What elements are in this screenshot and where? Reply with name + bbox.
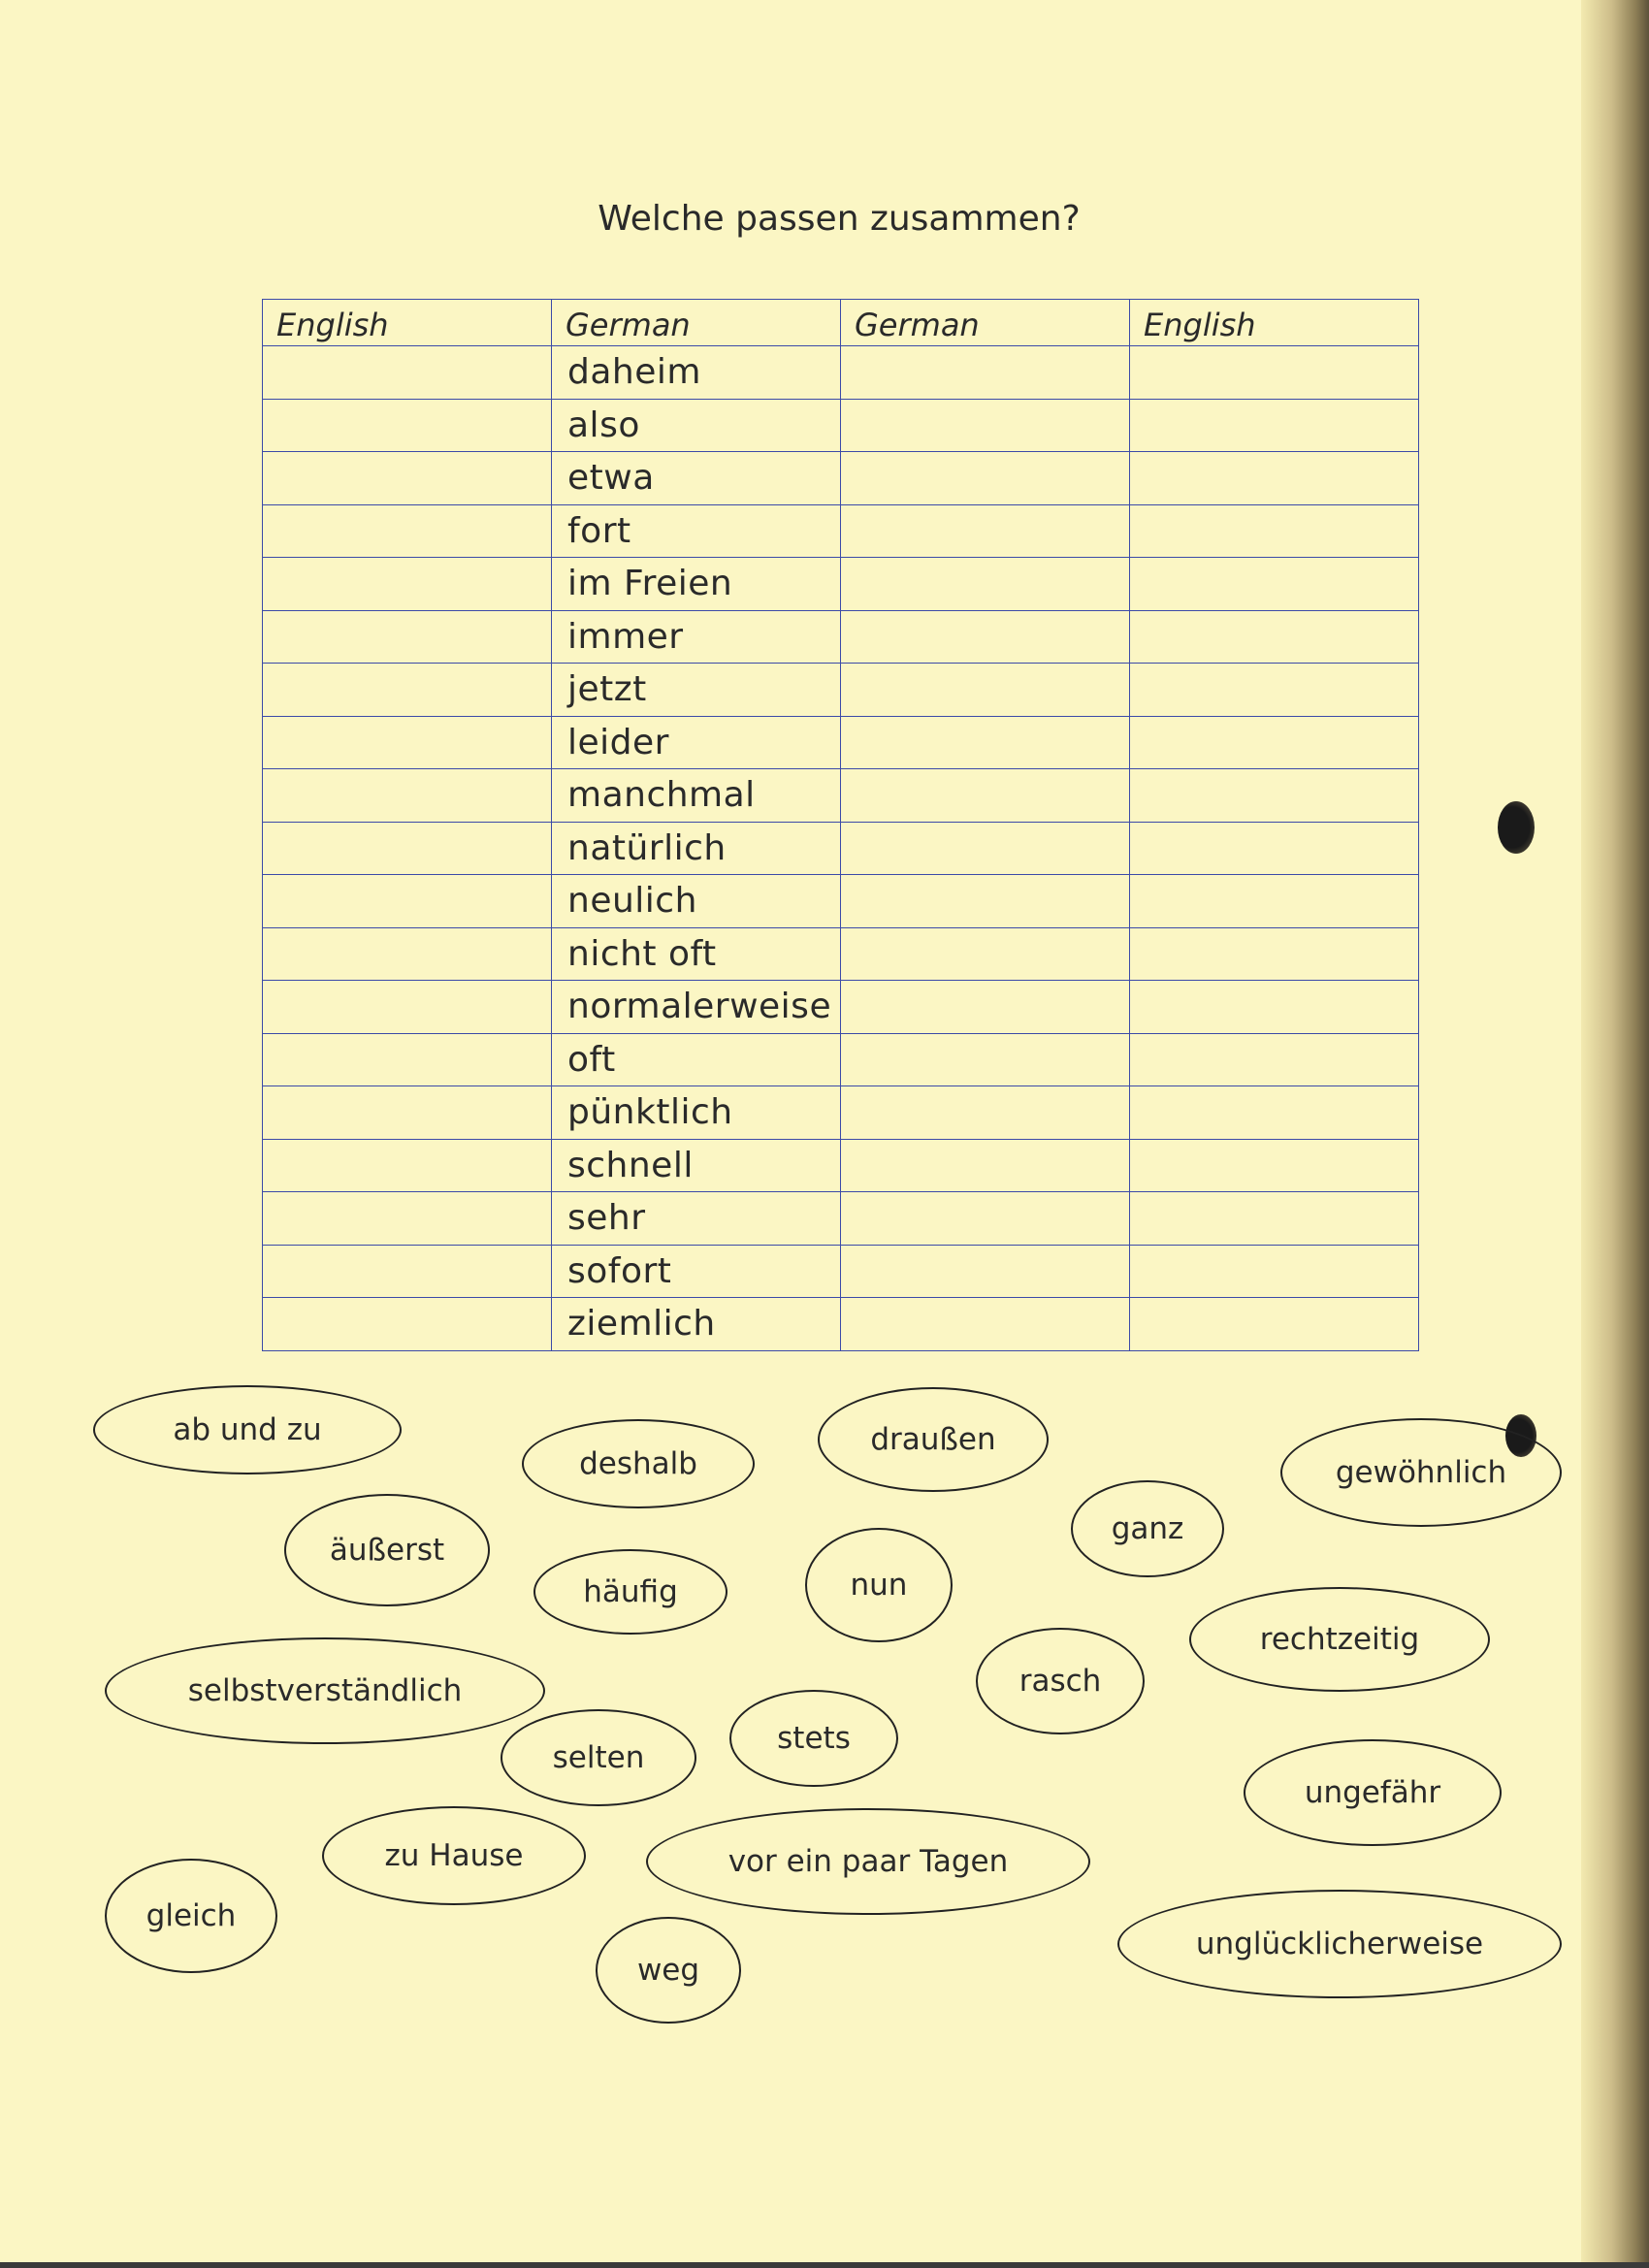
word-bubble[interactable]: häufig — [534, 1549, 728, 1635]
english-answer-cell[interactable] — [1130, 610, 1419, 664]
german-answer-cell[interactable] — [841, 1086, 1130, 1140]
worksheet-title: Welche passen zusammen? — [598, 199, 1081, 239]
german-word-cell: jetzt — [552, 664, 841, 717]
german-answer-cell[interactable] — [841, 716, 1130, 769]
table-row — [263, 610, 1419, 664]
table-row — [263, 927, 1419, 981]
german-word-cell: ziemlich — [552, 1298, 841, 1351]
german-word-cell: immer — [552, 610, 841, 664]
german-answer-cell[interactable] — [841, 1192, 1130, 1246]
german-answer-cell[interactable] — [841, 399, 1130, 452]
german-word-cell: schnell — [552, 1139, 841, 1192]
german-word-cell: sehr — [552, 1192, 841, 1246]
english-answer-cell[interactable] — [263, 1139, 552, 1192]
word-bubble[interactable]: deshalb — [522, 1419, 755, 1508]
german-word-cell: etwa — [552, 452, 841, 505]
english-answer-cell[interactable] — [1130, 1033, 1419, 1086]
english-answer-cell[interactable] — [1130, 1192, 1419, 1246]
german-answer-cell[interactable] — [841, 1245, 1130, 1298]
german-word-cell: pünktlich — [552, 1086, 841, 1140]
german-answer-cell[interactable] — [841, 1139, 1130, 1192]
german-word-cell: oft — [552, 1033, 841, 1086]
english-answer-cell[interactable] — [1130, 452, 1419, 505]
german-word-cell: daheim — [552, 346, 841, 400]
table-row — [263, 1245, 1419, 1298]
german-word-cell: manchmal — [552, 769, 841, 823]
english-answer-cell[interactable] — [1130, 927, 1419, 981]
english-answer-cell[interactable] — [1130, 1245, 1419, 1298]
word-bubble[interactable]: zu Hause — [322, 1806, 586, 1905]
table-row — [263, 558, 1419, 611]
english-answer-cell[interactable] — [263, 1033, 552, 1086]
word-bubble[interactable]: selten — [501, 1709, 696, 1806]
english-answer-cell[interactable] — [1130, 822, 1419, 875]
table-row — [263, 346, 1419, 400]
header-german-left: German — [552, 300, 841, 346]
word-bubble[interactable]: nun — [805, 1528, 953, 1642]
vocabulary-table — [262, 299, 1419, 1351]
german-answer-cell[interactable] — [841, 1033, 1130, 1086]
page-edge-shadow — [1581, 0, 1649, 2268]
german-answer-cell[interactable] — [841, 610, 1130, 664]
table-row — [263, 981, 1419, 1034]
german-word-cell: fort — [552, 504, 841, 558]
english-answer-cell[interactable] — [263, 822, 552, 875]
english-answer-cell[interactable] — [263, 1086, 552, 1140]
word-bubble[interactable]: äußerst — [284, 1494, 490, 1606]
word-bubble[interactable]: rechtzeitig — [1189, 1587, 1490, 1692]
english-answer-cell[interactable] — [1130, 716, 1419, 769]
german-answer-cell[interactable] — [841, 558, 1130, 611]
english-answer-cell[interactable] — [1130, 875, 1419, 928]
english-answer-cell[interactable] — [263, 1192, 552, 1246]
english-answer-cell[interactable] — [1130, 1298, 1419, 1351]
english-answer-cell[interactable] — [263, 1245, 552, 1298]
header-english-right: English — [1130, 300, 1419, 346]
table-row — [263, 452, 1419, 505]
german-answer-cell[interactable] — [841, 504, 1130, 558]
table-row — [263, 875, 1419, 928]
german-word-cell: nicht oft — [552, 927, 841, 981]
german-word-cell: leider — [552, 716, 841, 769]
english-answer-cell[interactable] — [263, 875, 552, 928]
bottom-edge — [0, 2262, 1649, 2268]
german-answer-cell[interactable] — [841, 981, 1130, 1034]
english-answer-cell[interactable] — [263, 504, 552, 558]
table-row — [263, 399, 1419, 452]
header-german-right: German — [841, 300, 1130, 346]
table-row — [263, 769, 1419, 823]
english-answer-cell[interactable] — [1130, 769, 1419, 823]
english-answer-cell[interactable] — [263, 664, 552, 717]
german-answer-cell[interactable] — [841, 452, 1130, 505]
table-row — [263, 716, 1419, 769]
english-answer-cell[interactable] — [1130, 399, 1419, 452]
english-answer-cell[interactable] — [263, 769, 552, 823]
word-bubble[interactable]: selbstverständlich — [105, 1637, 545, 1744]
word-bubble[interactable]: vor ein paar Tagen — [646, 1808, 1090, 1915]
german-answer-cell[interactable] — [841, 769, 1130, 823]
english-answer-cell[interactable] — [263, 399, 552, 452]
german-answer-cell[interactable] — [841, 875, 1130, 928]
german-word-cell: normalerweise — [552, 981, 841, 1034]
english-answer-cell[interactable] — [1130, 558, 1419, 611]
table-header-row — [263, 300, 1419, 346]
english-answer-cell[interactable] — [1130, 1086, 1419, 1140]
table-row — [263, 1033, 1419, 1086]
word-bubble[interactable]: gleich — [105, 1859, 277, 1973]
word-bubble[interactable]: gewöhnlich — [1280, 1418, 1562, 1527]
word-bubble[interactable]: draußen — [818, 1387, 1049, 1492]
english-answer-cell[interactable] — [263, 716, 552, 769]
english-answer-cell[interactable] — [263, 927, 552, 981]
english-answer-cell[interactable] — [263, 558, 552, 611]
english-answer-cell[interactable] — [1130, 504, 1419, 558]
english-answer-cell[interactable] — [1130, 981, 1419, 1034]
english-answer-cell[interactable] — [263, 346, 552, 400]
german-answer-cell[interactable] — [841, 664, 1130, 717]
table-row — [263, 1298, 1419, 1351]
table-row — [263, 822, 1419, 875]
german-word-cell: natürlich — [552, 822, 841, 875]
table-row — [263, 504, 1419, 558]
word-bubble[interactable]: ab und zu — [93, 1385, 402, 1474]
english-answer-cell[interactable] — [263, 452, 552, 505]
word-bubble[interactable]: unglücklicherweise — [1117, 1890, 1562, 1998]
german-answer-cell[interactable] — [841, 1298, 1130, 1351]
word-bubble[interactable]: rasch — [976, 1628, 1145, 1734]
table-row — [263, 1192, 1419, 1246]
word-bubble[interactable]: ganz — [1071, 1480, 1224, 1577]
word-bubble[interactable]: weg — [596, 1917, 741, 2024]
table-row — [263, 664, 1419, 717]
german-answer-cell[interactable] — [841, 822, 1130, 875]
german-answer-cell[interactable] — [841, 346, 1130, 400]
german-answer-cell[interactable] — [841, 927, 1130, 981]
header-english-left: English — [263, 300, 552, 346]
punch-hole — [1498, 801, 1535, 854]
word-bubble[interactable]: stets — [729, 1690, 898, 1787]
english-answer-cell[interactable] — [1130, 346, 1419, 400]
english-answer-cell[interactable] — [1130, 1139, 1419, 1192]
german-word-cell: neulich — [552, 875, 841, 928]
german-word-cell: sofort — [552, 1245, 841, 1298]
english-answer-cell[interactable] — [1130, 664, 1419, 717]
word-bubble[interactable]: ungefähr — [1244, 1739, 1502, 1846]
table-row — [263, 1139, 1419, 1192]
english-answer-cell[interactable] — [263, 610, 552, 664]
german-word-cell: im Freien — [552, 558, 841, 611]
german-word-cell: also — [552, 399, 841, 452]
table-row — [263, 1086, 1419, 1140]
english-answer-cell[interactable] — [263, 981, 552, 1034]
english-answer-cell[interactable] — [263, 1298, 552, 1351]
